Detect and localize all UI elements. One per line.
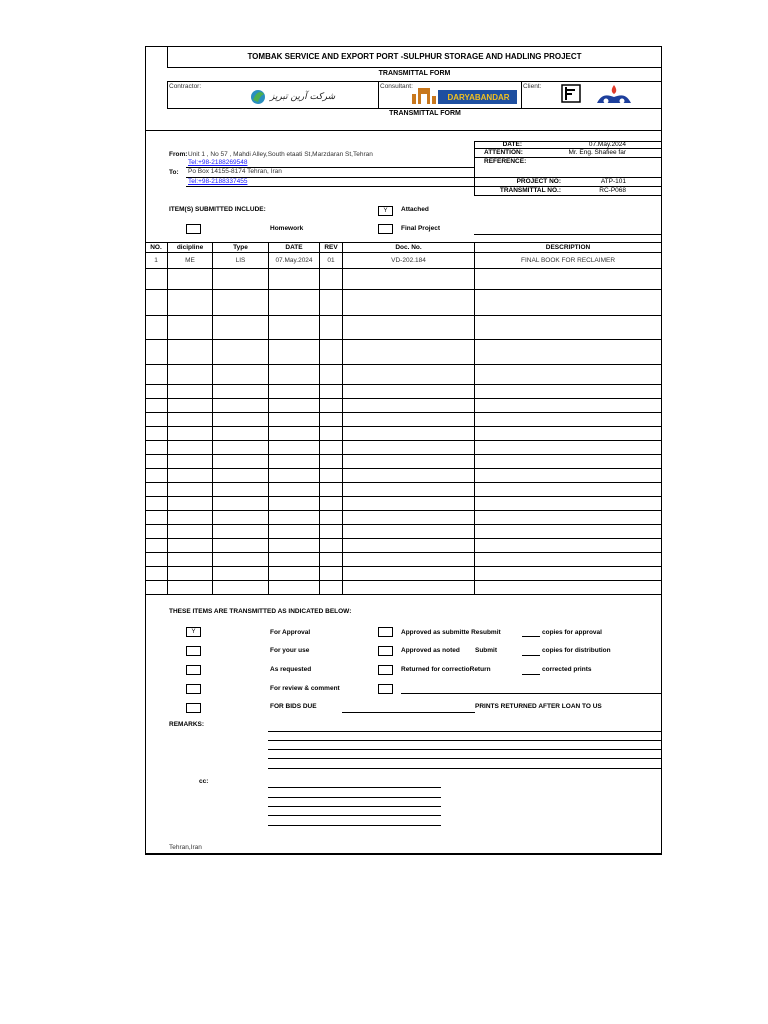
homework-label: Homework <box>270 225 304 232</box>
from-tel-link[interactable]: Tel:+98-2188269548 <box>188 159 248 166</box>
table-cell: 1 <box>154 257 158 264</box>
table-row-line <box>145 339 662 340</box>
date-value[interactable]: 07.May.2024 <box>588 141 626 148</box>
contractor-logo <box>248 86 336 108</box>
consultant-logo-text: DARYABANDAR <box>447 93 510 102</box>
table-cell: 07.May.2024 <box>275 257 313 264</box>
for-bids-due-label: FOR BIDS DUE <box>270 703 317 710</box>
col-header-rev: REV <box>324 244 338 251</box>
for-bids-due-checkbox[interactable] <box>186 703 201 713</box>
col-header-type: Type <box>233 244 248 251</box>
table-column-line <box>319 242 320 595</box>
table-column-line <box>212 242 213 595</box>
from-address: Unit 1 , No 57 , Mahdi Alley,South etaati St,Marzdaran St,Tehran <box>188 151 373 158</box>
for-approval-checkbox[interactable]: Y <box>186 627 201 637</box>
table-row-line <box>145 315 662 316</box>
col-header-date: DATE <box>285 244 303 251</box>
table-row-line <box>145 426 662 427</box>
returned-correction-checkbox[interactable] <box>378 665 393 675</box>
table-cell: 01 <box>327 257 335 264</box>
table-row-line <box>145 398 662 399</box>
table-row-line <box>145 482 662 483</box>
client-logo-ministry <box>561 84 583 106</box>
table-row-line <box>145 364 662 365</box>
to-tel-link[interactable]: Tel:+98-2188337455 <box>188 178 248 185</box>
review-extra-checkbox[interactable] <box>378 684 393 694</box>
location-text: Tehran,Iran <box>169 844 202 851</box>
frame-bottom <box>145 853 662 855</box>
table-column-line <box>268 242 269 595</box>
reference-label: REFERENCE: <box>484 158 527 165</box>
approved-submitted-label: Approved as submitte Resubmit <box>401 629 501 636</box>
col-header-description: DESCRIPTION <box>545 244 591 251</box>
table-row-line <box>145 510 662 511</box>
table-row-line <box>145 454 662 455</box>
remarks-label: REMARKS: <box>169 721 205 728</box>
for-approval-label: For Approval <box>270 629 311 636</box>
submit-label: Submit <box>475 647 498 654</box>
table-column-line <box>167 242 168 595</box>
table-cell: LIS <box>235 257 246 264</box>
form-title: TRANSMITTAL FORM <box>378 70 451 77</box>
table-cell: VD-202.184 <box>391 257 426 264</box>
col-header-discipline: dicipline <box>176 244 204 251</box>
table-row-line <box>145 566 662 567</box>
project-no-label: PROJECT NO: <box>516 178 561 185</box>
corrected-prints-label: corrected prints <box>542 666 592 673</box>
attached-checkbox[interactable]: Y <box>378 206 393 216</box>
to-label: To: <box>169 169 179 176</box>
homework-checkbox[interactable] <box>186 224 201 234</box>
items-submitted-label: ITEM(S) SUBMITTED INCLUDE: <box>169 206 266 213</box>
frame-left <box>145 46 146 854</box>
table-column-line <box>342 242 343 595</box>
table-column-line <box>474 242 475 595</box>
copies-distribution-label: copies for distribution <box>542 647 611 654</box>
date-label: DATE: <box>502 141 522 148</box>
table-cell: ME <box>185 257 195 264</box>
table-row-line <box>145 468 662 469</box>
table-row-line <box>145 538 662 539</box>
attention-value[interactable]: Mr. Eng. Shafiee far <box>568 149 626 156</box>
table-row-line <box>145 594 662 595</box>
transmittal-no-value[interactable]: RC-P068 <box>599 187 626 194</box>
transmittal-no-label: TRANSMITTAL NO.: <box>499 187 561 194</box>
for-review-checkbox[interactable] <box>186 684 201 694</box>
table-row-line <box>145 289 662 290</box>
prints-returned-label: PRINTS RETURNED AFTER LOAN TO US <box>475 703 602 710</box>
table-row-line <box>145 524 662 525</box>
cc-label: cc: <box>199 778 209 785</box>
approved-noted-checkbox[interactable] <box>378 646 393 656</box>
project-title: TOMBAK SERVICE AND EXPORT PORT -SULPHUR STORAGE AND HADLING PROJECT <box>247 52 582 61</box>
attached-label: Attached <box>401 206 429 213</box>
transmitted-label: THESE ITEMS ARE TRANSMITTED AS INDICATED BELOW: <box>169 608 352 615</box>
as-requested-label: As requested <box>270 666 312 673</box>
project-no-value[interactable]: ATP-101 <box>600 178 626 185</box>
copies-approval-label: copies for approval <box>542 629 602 636</box>
attention-label: ATTENTION: <box>484 149 523 156</box>
table-row-line <box>145 580 662 581</box>
consultant-label: Consultant: <box>380 83 413 90</box>
from-label: From: <box>169 151 188 158</box>
final-project-label: Final Project <box>401 225 441 232</box>
to-address: Po Box 14155-8174 Tehran, Iran <box>188 168 282 175</box>
table-row-line <box>145 412 662 413</box>
as-requested-checkbox[interactable] <box>186 665 201 675</box>
svg-text:شرکت آرین تبریز: شرکت آرین تبریز <box>270 92 336 102</box>
approved-noted-label: Approved as noted <box>401 647 460 654</box>
table-row-line <box>145 496 662 497</box>
approved-submitted-checkbox[interactable] <box>378 627 393 637</box>
frame-top <box>145 46 662 47</box>
final-project-checkbox[interactable] <box>378 224 393 234</box>
table-row-line <box>145 552 662 553</box>
table-row-line <box>145 384 662 385</box>
for-your-use-label: For your use <box>270 647 310 654</box>
table-cell: FINAL BOOK FOR RECLAIMER <box>520 257 616 264</box>
client-label: Client: <box>523 83 542 90</box>
frame-right <box>661 46 662 854</box>
form-title-2: TRANSMITTAL FORM <box>389 110 461 117</box>
for-review-label: For review & comment <box>270 685 340 692</box>
col-header-doc-no: Doc. No. <box>395 244 422 251</box>
returned-correction-label: Returned for correctioReturn <box>401 666 491 673</box>
contractor-label: Contractor: <box>169 83 202 90</box>
col-header-no: NO. <box>150 244 162 251</box>
for-your-use-checkbox[interactable] <box>186 646 201 656</box>
table-row-line <box>145 440 662 441</box>
client-logo-oil <box>594 83 634 107</box>
